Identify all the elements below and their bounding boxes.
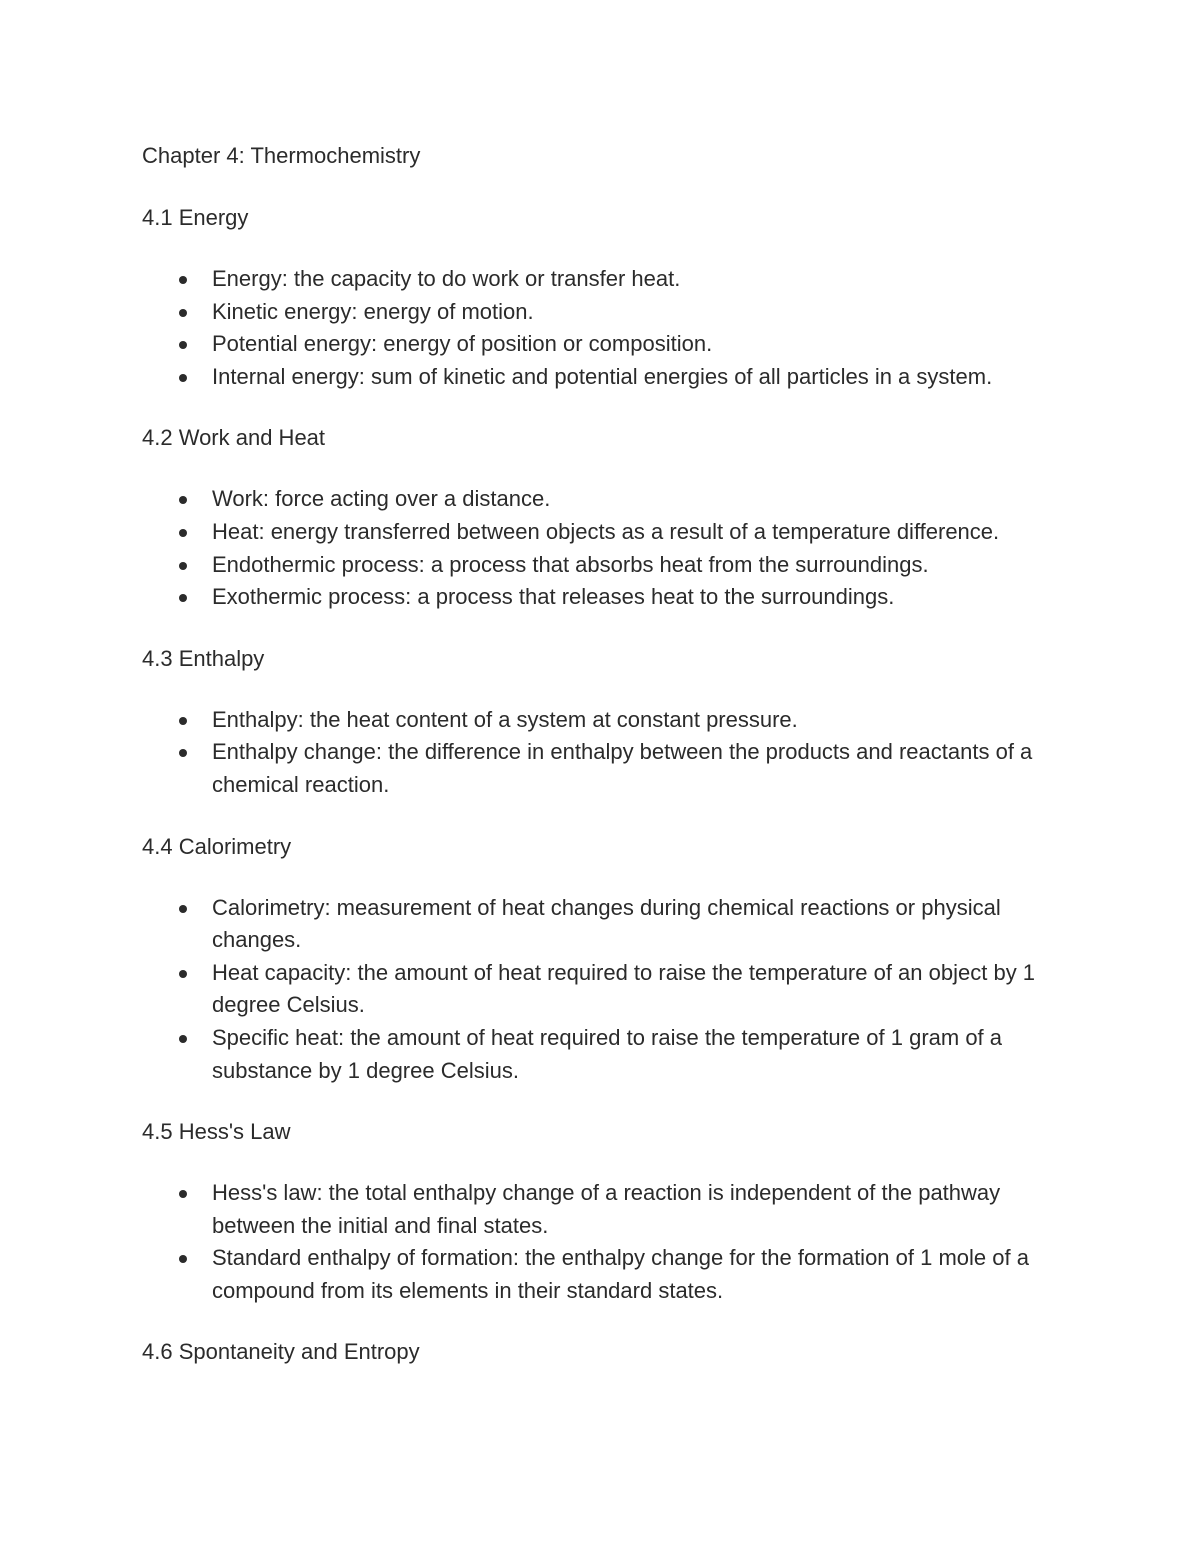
list-item-text: Potential energy: energy of position or composition. xyxy=(212,331,713,357)
section-heading: 4.3 Enthalpy xyxy=(142,645,265,671)
bullet-dot-icon xyxy=(179,496,187,504)
list-item-text: Energy: the capacity to do work or transfer heat. xyxy=(212,266,681,291)
bullet-dot-icon xyxy=(179,717,187,725)
bullet-list xyxy=(142,483,1072,613)
list-item-text: Specific heat: the amount of heat required to raise the temperature of 1 gram of a substance by 1 degree Celsius. xyxy=(212,1024,1003,1083)
list-item xyxy=(142,704,1072,737)
list-item xyxy=(142,483,1072,516)
section xyxy=(142,202,1072,393)
list-item-text: Heat: energy transferred between objects as a result of a temperature difference. xyxy=(212,518,1000,544)
section xyxy=(142,643,1072,802)
list-item-text: Kinetic energy: energy of motion. xyxy=(212,298,534,324)
list-item-text: Endothermic process: a process that absorbs heat from the surroundings. xyxy=(212,551,929,577)
list-item-text: Heat capacity: the amount of heat required to raise the temperature of an object by 1 degree Celsius. xyxy=(212,959,1036,1018)
bullet-dot-icon xyxy=(179,905,187,913)
section-heading: 4.5 Hess's Law xyxy=(142,1119,291,1145)
list-item xyxy=(142,736,1072,801)
bullet-dot-icon xyxy=(179,594,187,602)
list-item-text: Work: force acting over a distance. xyxy=(212,486,551,512)
bullet-dot-icon xyxy=(179,562,187,570)
bullet-dot-icon xyxy=(179,276,187,284)
bullet-dot-icon xyxy=(179,309,187,317)
list-item xyxy=(142,1242,1072,1307)
list-item xyxy=(142,549,1072,582)
list-item-text: Standard enthalpy of formation: the enthalpy change for the formation of 1 mole of a compound from its elements in their standard states. xyxy=(212,1245,1029,1303)
list-item xyxy=(142,957,1072,1022)
bullet-dot-icon xyxy=(179,341,187,349)
section xyxy=(142,1116,1072,1307)
list-item xyxy=(142,892,1072,957)
list-item xyxy=(142,581,1072,614)
list-item xyxy=(142,361,1072,394)
list-item-text: Calorimetry: measurement of heat changes during chemical reactions or physical changes. xyxy=(212,894,1001,953)
bullet-list xyxy=(142,704,1072,802)
list-item xyxy=(142,296,1072,329)
bullet-dot-icon xyxy=(179,1190,187,1198)
list-item-text: Exothermic process: a process that releases heat to the surroundings. xyxy=(212,584,895,610)
bullet-dot-icon xyxy=(179,1035,187,1043)
bullet-list xyxy=(142,892,1072,1088)
bullet-dot-icon xyxy=(179,749,187,757)
section-heading: 4.2 Work and Heat xyxy=(142,425,326,451)
list-item-text: Enthalpy change: the difference in enthalpy between the products and reactants of a chemical reaction. xyxy=(212,739,1033,797)
bullet-list xyxy=(142,263,1072,393)
document-title: Chapter 4: Thermochemistry xyxy=(142,143,421,168)
section xyxy=(142,831,1072,1088)
bullet-dot-icon xyxy=(179,529,187,537)
section xyxy=(142,422,1072,613)
section xyxy=(142,1336,1072,1368)
list-item xyxy=(142,263,1072,296)
bullet-dot-icon xyxy=(179,1255,187,1263)
list-item xyxy=(142,1177,1072,1242)
list-item-text: Hess's law: the total enthalpy change of a reaction is independent of the pathway between the initial and final states. xyxy=(212,1180,1001,1238)
section-heading: 4.6 Spontaneity and Entropy xyxy=(142,1339,420,1365)
list-item xyxy=(142,1022,1072,1087)
list-item xyxy=(142,516,1072,549)
bullet-list xyxy=(142,1177,1072,1307)
bullet-dot-icon xyxy=(179,374,187,382)
document-page xyxy=(142,140,1072,1397)
list-item-text: Enthalpy: the heat content of a system at constant pressure. xyxy=(212,706,798,732)
bullet-dot-icon xyxy=(179,970,187,978)
list-item-text: Internal energy: sum of kinetic and potential energies of all particles in a system. xyxy=(212,363,993,389)
section-heading: 4.1 Energy xyxy=(142,205,249,230)
section-heading: 4.4 Calorimetry xyxy=(142,833,292,859)
list-item xyxy=(142,328,1072,361)
sections-container xyxy=(142,202,1072,1368)
